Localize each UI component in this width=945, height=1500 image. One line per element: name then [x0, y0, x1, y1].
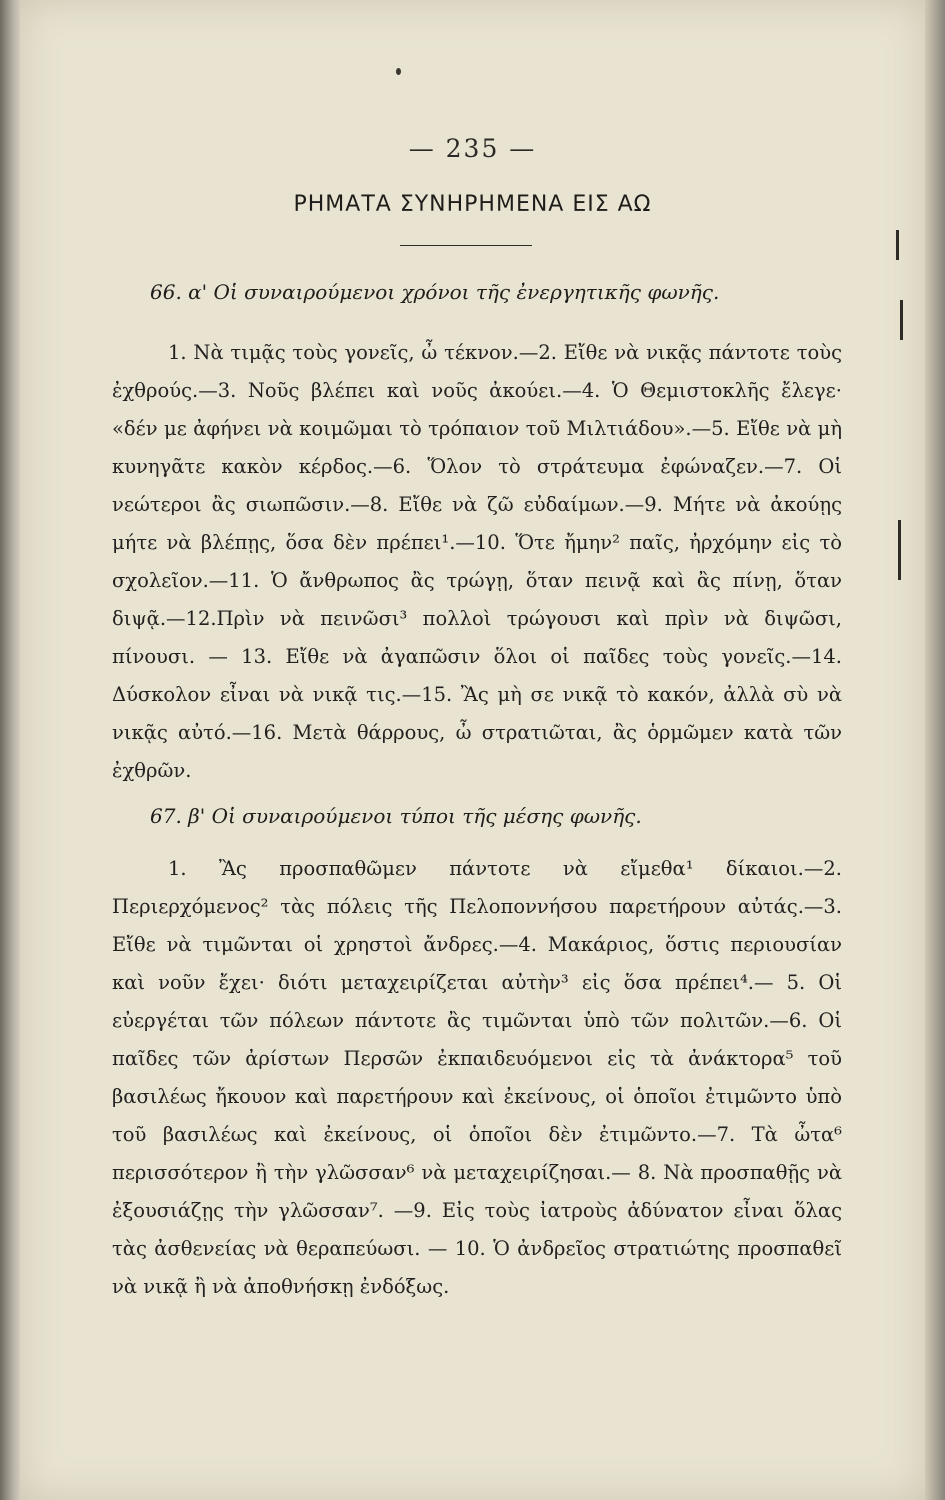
- section-text-67: 1. Ἂς προσπαθῶμεν πάντοτε νὰ εἴμεθα¹ δίκαιοι.—2. Περιερχόμενος² τὰς πόλεις τῆς Πελοποννήσου παρετήρουν αὐτάς.—3. Εἴθε νὰ τιμῶνται οἱ χρηστοὶ ἄνδρες.—4. Μακάριος, ὅστις περιουσίαν καὶ νοῦν ἔχει· διότι μεταχειρίζεται αὐτὴν³ εἰς ὅσα πρέπει⁴.— 5. Οἱ εὐεργέται τῶν πόλεων πάντοτε ἂς τιμῶνται ὑπὸ τῶν πολιτῶν.—6. Οἱ παῖδες τῶν ἀρίστων Περσῶν ἐκπαιδευόμενοι εἰς τὰ ἀνάκτορα⁵ τοῦ βασιλέως ἤκουον καὶ παρετήρουν καὶ ἐκείνους, οἱ ὁποῖοι ἐτιμῶντο ὑπὸ τοῦ βασιλέως καὶ ἐκείνους, οἱ ὁποῖοι δὲν ἐτιμῶντο.—7. Τὰ ὦτα⁶ περισσότερον ἢ τὴν γλῶσσαν⁶ νὰ μεταχειρίζησαι.— 8. Νὰ προσπαθῇς νὰ ἐξουσιάζῃς τὴν γλῶσσαν⁷. —9. Εἰς τοὺς ἰατροὺς ἀδύνατον εἶναι ὅλας τὰς ἀσθενείας νὰ θεραπεύωσι. — 10. Ὁ ἀνδρεῖος στρατιώτης προσπαθεῖ νὰ νικᾷ ἢ νὰ ἀποθνήσκῃ ἐνδόξως.: [112, 857, 842, 1298]
- margin-mark: [898, 520, 901, 580]
- title-divider: [400, 245, 532, 246]
- section-text-66: 1. Νὰ τιμᾷς τοὺς γονεῖς, ὦ τέκνον.—2. Εἴθε νὰ νικᾷς πάντοτε τοὺς ἐχθρούς.—3. Νοῦς βλέπει καὶ νοῦς ἀκούει.—4. Ὁ Θεμιστοκλῆς ἔλεγε· «δέν με ἀφήνει νὰ κοιμῶμαι τὸ τρόπαιον τοῦ Μιλτιάδου».—5. Εἴθε νὰ μὴ κυνηγᾶτε κακὸν κέρδος.—6. Ὅλον τὸ στράτευμα ἐφώναζεν.—7. Οἱ νεώτεροι ἂς σιωπῶσιν.—8. Εἴθε νὰ ζῶ εὐδαίμων.—9. Μήτε νὰ ἀκούῃς μήτε νὰ βλέπῃς, ὅσα δὲν πρέπει¹.—10. Ὅτε ἤμην² παῖς, ἠρχόμην εἰς τὸ σχολεῖον.—11. Ὁ ἄνθρωπος ἂς τρώγῃ, ὅταν πεινᾷ καὶ ἂς πίνῃ, ὅταν διψᾷ.—12.Πρὶν νὰ πεινῶσι³ πολλοὶ τρώγουσι καὶ πρὶν νὰ διψῶσι, πίνουσι. — 13. Εἴθε νὰ ἀγαπῶσιν ὅλοι οἱ παῖδες τοὺς γονεῖς.—14. Δύσκολον εἶναι νὰ νικᾷ τις.—15. Ἂς μὴ σε νικᾷ τὸ κακόν, ἀλλὰ σὺ νὰ νικᾷς αὐτό.—16. Μετὰ θάρρους, ὦ στρατιῶται, ἂς ὁρμῶμεν κατὰ τῶν ἐχθρῶν.: [112, 341, 842, 782]
- margin-mark: [896, 230, 899, 260]
- ink-spot: [396, 68, 401, 75]
- section-heading-67: 67. β' Οἱ συναιρούμενοι τύποι τῆς μέσης φωνῆς.: [150, 804, 642, 828]
- margin-mark: [900, 300, 903, 340]
- book-page: [20, 0, 925, 1500]
- page-number: — 235 —: [408, 134, 537, 163]
- page-edge: [925, 0, 945, 1500]
- book-gutter: [0, 0, 22, 1500]
- section-heading-66: 66. α' Οἱ συναιρούμενοι χρόνοι τῆς ἐνεργητικῆς φωνῆς.: [150, 280, 720, 304]
- chapter-title: ΡΗΜΑΤΑ ΣΥΝΗΡΗΜΕΝΑ ΕΙΣ ΑΩ: [293, 192, 652, 217]
